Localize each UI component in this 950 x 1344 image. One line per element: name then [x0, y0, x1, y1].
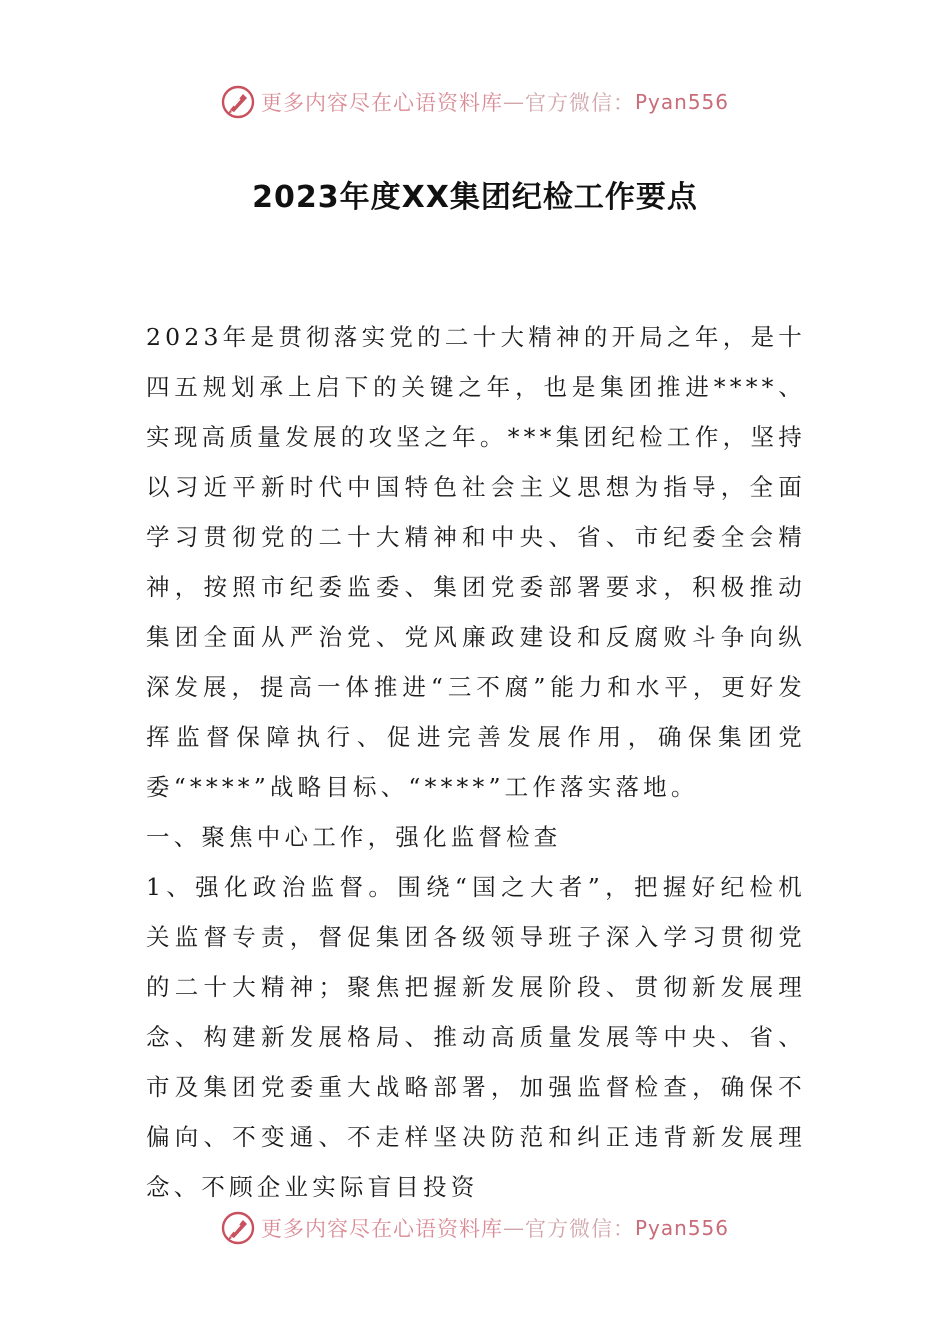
watermark-footer: [0, 1208, 950, 1248]
watermark-contact-id: Pyan556: [634, 90, 729, 114]
watermark-main-text: 更多内容尽在心语资料库: [260, 1217, 503, 1241]
watermark-contact-id: Pyan556: [634, 1216, 729, 1240]
watermark-main-text: 更多内容尽在心语资料库: [260, 91, 503, 115]
body-paragraph-intro: 2023年是贯彻落实党的二十大精神的开局之年，是十四五规划承上启下的关键之年，也是集团推进****、实现高质量发展的攻坚之年。***集团纪检工作，坚持以习近平新时代中国特色社会主义思想为指导，全面学习贯彻党的二十大精神和中央、省、市纪委全会精神，按照市纪委监委、集团党委部署要求，积极推动集团全面从严治党、党风廉政建设和反腐败斗争向纵深发展，提高一体推进“三不腐”能力和水平，更好发挥监督保障执行、促进完善发展作用，确保集团党委“****”战略目标、“****”工作落实落地。: [146, 323, 806, 801]
watermark-contact-label: 官方微信：: [524, 91, 635, 115]
watermark-header: [0, 82, 950, 122]
pen-nib-logo-icon: [221, 1211, 255, 1245]
watermark-separator: —: [502, 90, 525, 114]
document-body: [146, 312, 806, 1212]
watermark-separator: —: [502, 1216, 525, 1240]
document-title: 2023年度XX集团纪检工作要点: [252, 180, 698, 215]
body-paragraph-1: 1、强化政治监督。围绕“国之大者”，把握好纪检机关监督专责，督促集团各级领导班子深入学习贯彻党的二十大精神；聚焦把握新发展阶段、贯彻新发展理念、构建新发展格局、推动高质量发展等中央、省、市及集团党委重大战略部署，加强监督检查，确保不偏向、不变通、不走样坚决防范和纠正违背新发展理念、不顾企业实际盲目投资: [146, 873, 806, 1201]
pen-nib-logo-icon: [221, 85, 255, 119]
section-heading-1: 一、聚焦中心工作，强化监督检查: [146, 823, 562, 851]
watermark-contact-label: 官方微信：: [524, 1217, 635, 1241]
